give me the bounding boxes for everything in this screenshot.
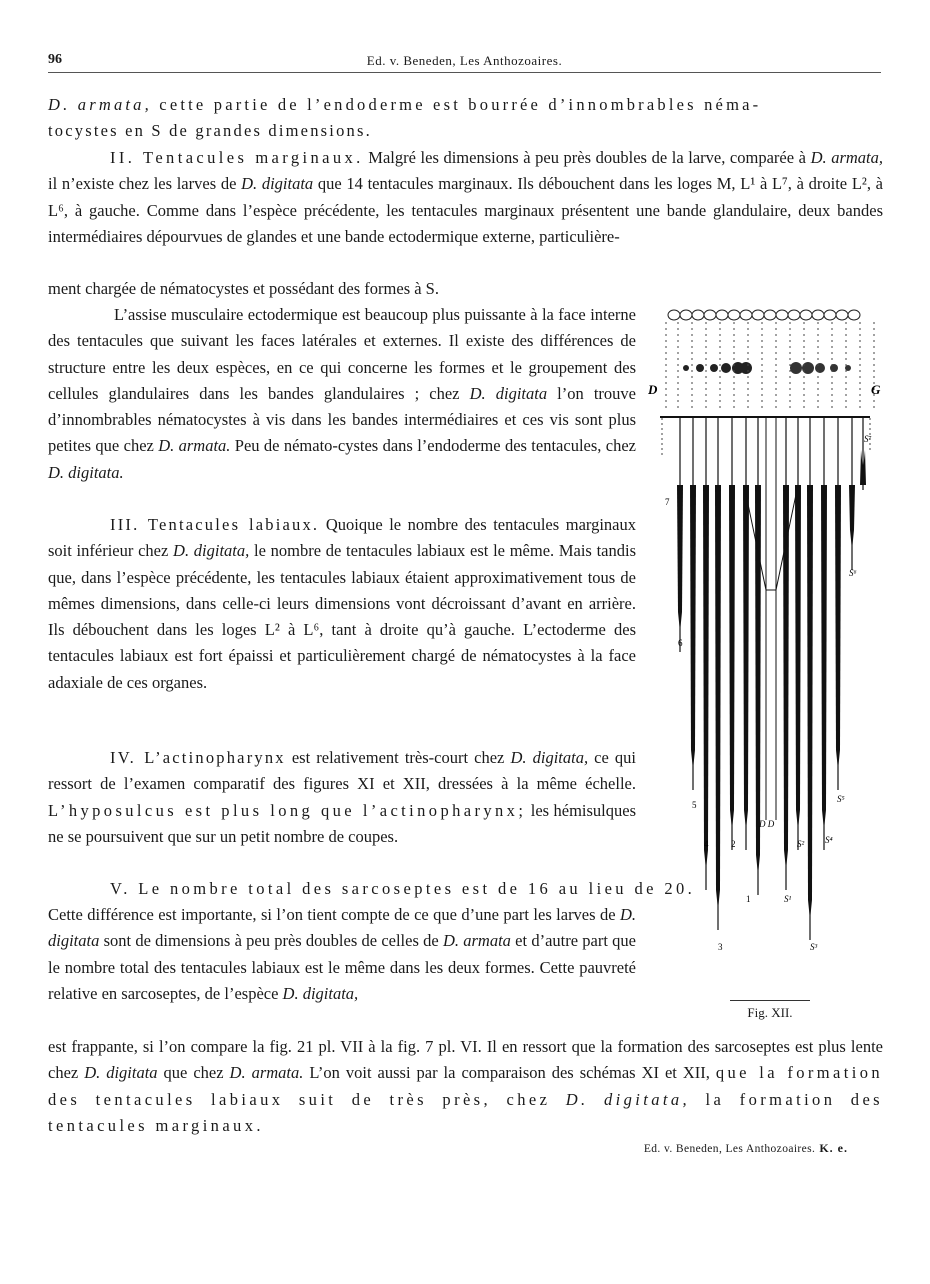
text-run: ce qui ressort de l’examen comparatif des figures XI et XII, dressées à la même échelle. [48,748,637,794]
tentacle-circle [812,310,824,320]
tentacle-circle [848,310,860,320]
page-footer [644,1141,848,1156]
pharynx-outline [744,485,798,590]
species-name: D. armata. [229,1063,304,1083]
septum-thick [703,485,709,870]
tentacle-circle [716,310,728,320]
species-name: D. digitata [84,1063,158,1083]
septum-thick [715,485,721,910]
septum-thick [690,485,696,770]
label-4: 4 [704,839,709,849]
species-name: D. digitata. [48,462,124,482]
text-run: L’assise musculaire ectodermique est beaucoup plus puissante à la face interne des tentacules que suivant les faces latérales et externes. Il existe des différences de structure entre les deux espèces, en ce qui concerne les formes et le groupement des cellules glandulaires dans les bandes glandulaires ; chez [48,305,636,403]
text-run: les hémisulques ne se poursuivent que sur un petit nombre de coupes. [48,800,636,846]
species-name: D. armata, [48,95,152,114]
dashed-guides [662,322,874,455]
species-name: D. digitata, [565,1089,691,1109]
species-name: D. digitata, [282,983,359,1003]
section-last-line: ment chargée de nématocystes et possédant des formes à S. [48,279,439,298]
tentacle-circle [836,310,848,320]
septum-thick [743,485,749,830]
septum-thick [849,485,855,550]
paragraph-assise-musculaire [48,302,636,486]
spaced-text: L’hyposulcus est plus long que l’actinopharynx; [48,800,527,820]
paragraph-continuation [48,92,883,145]
septum-thick [729,485,735,830]
label-s2: S² [797,839,805,849]
tentacle-circle [704,310,716,320]
glandular-dot [721,363,731,373]
species-name: D. digitata [241,174,314,194]
text-run: Cette différence est importante, si l’on tient compte de ce que d’une part les larves de [48,905,620,924]
sarcoseptes-schema [648,290,893,980]
footer-text: Ed. v. Beneden, Les Anthozoaires. [643,1143,816,1155]
page-number: 96 [48,52,62,67]
tentacle-circles [668,310,860,320]
tentacle-circle [788,310,800,320]
glandular-dot [815,363,825,373]
glandular-dot [696,364,704,372]
label-s6: S⁶ [849,568,857,578]
septum-thick [821,485,827,830]
glandular-dot [790,362,802,374]
section-heading: IV. L’actinopharynx [110,748,286,767]
label-dd: D D [759,819,775,829]
species-name: D. digitata [469,383,548,403]
text-run: Malgré les dimensions à peu près doubles de la larve, comparée à [363,148,811,167]
species-name: D. digitata, [173,541,250,561]
label-g: G [871,382,881,397]
label-3: 3 [718,942,723,952]
text-run: et d’autre part que le nombre total des tentacules labiaux est le même dans les deux formes. Cette pauvreté relative en sarcoseptes, de l’espèce [48,931,637,1003]
label-2: 2 [731,839,736,849]
tentacle-circle [824,310,836,320]
horizontal-bar [660,416,870,418]
septum-thick [807,485,813,920]
species-name: D. digitata, [510,748,589,767]
septa-lines [677,418,866,940]
running-header [48,50,881,73]
glandular-dots [683,362,851,374]
tentacle-circle [668,310,680,320]
text-run: le nombre de tentacules labiaux est le même. Mais tandis que, dans l’espèce précédente, les tentacules labiaux étaient approximativement tous de mêmes dimensions, dans celle-ci leurs dimensions vont décroissant d’avant en arrière. Ils débouchent dans les loges L² à L⁶, tant à droite qu’à gauche. L’ectoderme des tentacules labiaux est fort épaissi et particulièrement chargé de nématocystes à la face adaxiale de ces organes. [48,541,636,692]
text-run: est frappante, si l’on compare la fig. 21 pl. VII à la fig. 7 pl. VI. Il en ressort que la formation des sarcoseptes est plus lente chez [48,1037,883,1083]
label-d: D [648,382,658,397]
text-run: Quoique le nombre des tentacules marginaux soit inférieur chez [48,515,636,561]
tentacle-circle [752,310,764,320]
section-tentacules-labiaux [48,512,636,696]
section-actinopharynx [48,745,636,850]
spaced-text: que la formation des tentacules labiaux suit de très près, chez [48,1063,883,1109]
species-name: D. digitata [48,905,636,951]
text-run: est relativement très-court chez [285,748,511,767]
text-run: cette partie de l’endoderme est bourrée d’innombrables néma- [151,95,762,114]
septum-thick [795,485,801,830]
figure-caption: Fig. XII. [730,1000,810,1021]
section-sarcoseptes-full [48,1034,883,1139]
glandular-dot [802,362,814,374]
tentacle-circle [800,310,812,320]
glandular-dot [710,364,718,372]
section-heading: III. Tentacules labiaux. [110,515,320,534]
signature-mark: K. e. [819,1141,848,1155]
glandular-dot [830,364,838,372]
section-tentacules-marginaux [48,145,883,250]
label-s1: S¹ [784,894,792,904]
running-head: Ed. v. Beneden, Les Anthozoaires. [366,53,563,68]
septum-thick [835,485,841,770]
label-7: 7 [665,497,670,507]
label-s5: S⁵ [837,794,845,804]
label-s3: S³ [810,942,818,952]
text-run: l’on trouve d’innombrables nématocystes à vis dans les bandes intermédiaires et ces vis sont plus petites que chez [48,383,636,456]
section-heading: II. Tentacules marginaux. [110,148,364,167]
tentacle-circle [692,310,704,320]
text-line: tocystes en S de grandes dimensions. [48,121,372,141]
label-6: 6 [678,638,683,648]
tentacle-circle [728,310,740,320]
section-heading: V. Le nombre total des sarcoseptes est de 16 au lieu de 20. [110,879,696,898]
glandular-dot [740,362,752,374]
text-run: Peu de némato-cystes dans l’endoderme des tentacules, chez [230,436,636,456]
tentacle-circle [740,310,752,320]
label-s7: S⁷ [864,434,872,444]
species-name: D. armata. [158,436,231,456]
text-run: que 14 tentacules marginaux. Ils débouchent dans les loges M, L¹ à L⁷, à droite L², à L⁶, à gauche. Comme dans l’espèce précédente, les tentacules marginaux présentent une bande glandulaire, deux bandes intermédiaires dépourvues de glandes et une bande ectodermique externe, particulière- [48,174,883,246]
figure-xii-diagram [648,290,893,980]
text-run: sont de dimensions à peu près doubles de celles de [99,931,443,951]
label-1: 1 [746,894,751,904]
species-name: D. armata [442,931,511,951]
septum-thick [677,485,683,632]
tentacle-circle [764,310,776,320]
label-s4: S⁴ [825,835,833,845]
text-run: il n’existe chez les larves de [48,174,242,194]
label-5: 5 [692,800,697,810]
tentacle-circle [680,310,692,320]
glandular-dot [683,365,689,371]
species-name: D. armata, [810,148,883,167]
spaced-text: la formation des tentacules marginaux. [48,1089,883,1135]
text-run: L’on voit aussi par la comparaison des schémas XI et XII, [303,1063,716,1083]
text-run: que chez [157,1063,230,1083]
tentacle-circle [776,310,788,320]
